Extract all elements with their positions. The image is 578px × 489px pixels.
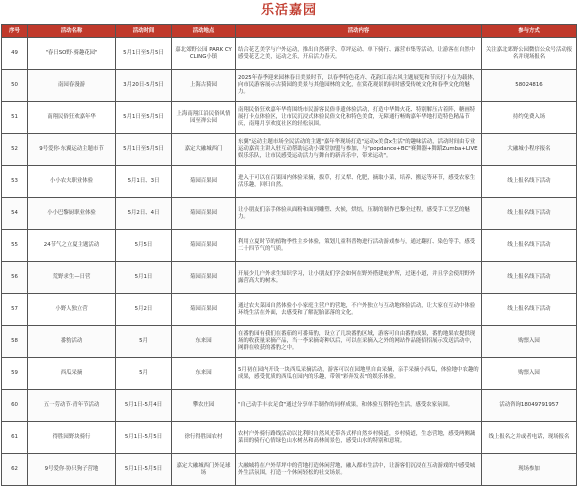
table-row bbox=[2, 422, 577, 454]
cell-no: 51 bbox=[2, 102, 28, 134]
table-row bbox=[2, 454, 577, 486]
cell-activity-content: 进入于可以在百果园内体验采摘，拔草，打义犁、化肥，摘取小菜，培养、搬运等环节，感受农家生活乐趣，回归自然。 bbox=[236, 166, 482, 198]
cell-activity-place: 嘉北郊野公园 PARK CYCLING小镇 bbox=[172, 38, 236, 70]
cell-activity-time: 5月1日-5月5日 bbox=[116, 422, 172, 454]
col-header-name: 活动名称 bbox=[28, 25, 116, 38]
cell-activity-content: 农村户外骑行路线活动以比利时自然风光带各式样自然乡村骑道，乡村骑道，生态营地，感受两侧蔬菜田的骑行心情绿色山水树丛和高林间景色，感受山水的特别和意境。 bbox=[236, 422, 482, 454]
cell-activity-content: 让小朋友们亲手体验从面粉和面到雕塑、火候，烘焙，压制的制作巴黎全过程，感受手工烹艺的魅力。 bbox=[236, 198, 482, 230]
cell-no: 61 bbox=[2, 422, 28, 454]
cell-activity-place: 嘉定大融城西门 bbox=[172, 134, 236, 166]
cell-activity-time: 5月1日至5月5日 bbox=[116, 38, 172, 70]
cell-participation: 购票入园 bbox=[482, 358, 577, 390]
table-row bbox=[2, 166, 577, 198]
cell-participation: 大融城小程序报名 bbox=[482, 134, 577, 166]
cell-participation: 线上报名线下活动 bbox=[482, 262, 577, 294]
cell-activity-place: 菊园百果园 bbox=[172, 294, 236, 326]
cell-participation: 线上报名之并或者电话，现场报名 bbox=[482, 422, 577, 454]
cell-participation: 持约免费入场 bbox=[482, 102, 577, 134]
cell-activity-time: 5月1日 bbox=[116, 262, 172, 294]
cell-no: 59 bbox=[2, 358, 28, 390]
cell-activity-name: 南翔民俗狂欢嘉年华 bbox=[28, 102, 116, 134]
page-title: 乐活嘉园 bbox=[260, 3, 317, 18]
table-row bbox=[2, 230, 577, 262]
cell-activity-place: 东来园 bbox=[172, 326, 236, 358]
cell-no: 60 bbox=[2, 390, 28, 422]
cell-no: 49 bbox=[2, 38, 28, 70]
cell-activity-place: 菊园百果园 bbox=[172, 230, 236, 262]
table-row bbox=[2, 38, 577, 70]
cell-activity-place: 上海南翔江沿民俗风情园至禅公园 bbox=[172, 102, 236, 134]
cell-activity-content: 南翔民俗狂欢嘉年华将围绕市民游客民俗非遗体验活动，打造中华舞火花、特别解压古着阵，糖画特展打卡点体验区，让市民沉浸式体验民俗文化和特色美食，无障通行畅购嘉年华地打造特色精品节庆，南翔月享欢度社区的轻松氛围。 bbox=[236, 102, 482, 134]
cell-no: 56 bbox=[2, 262, 28, 294]
cell-activity-name: 小小巴黎厨职业体验 bbox=[28, 198, 116, 230]
cell-activity-time: 5月2日 bbox=[116, 294, 172, 326]
cell-activity-time: 5月1日至5月5日 bbox=[116, 102, 172, 134]
table-row bbox=[2, 134, 577, 166]
cell-participation: 线上报名线下活动 bbox=[482, 230, 577, 262]
cell-activity-content: 利用立夏时节的植物季性主乡体验，策划儿童科普物进行活动游戏参与，通过翻打、染色等手，感受二十四节气的气质。 bbox=[236, 230, 482, 262]
cell-activity-place: 攀农庄园 bbox=[172, 390, 236, 422]
cell-activity-time: 5月1日至5月5日 bbox=[116, 134, 172, 166]
table-row bbox=[2, 262, 577, 294]
col-header-content: 活动内容 bbox=[236, 25, 482, 38]
cell-activity-name: 9号爱你·东翼运动主题市节 bbox=[28, 134, 116, 166]
cell-activity-place: 菊园百果园 bbox=[172, 262, 236, 294]
cell-activity-time: 5月 bbox=[116, 358, 172, 390]
cell-activity-content: 5月初在园内开设一块西瓜采摘活动，游客可以在园地里自由采摘，亲手采摘小西瓜，体验地中农趣的成果，感受优质的西瓜在园内的乐趣，带领"彩奔发表"的娱乐体验。 bbox=[236, 358, 482, 390]
cell-activity-content: 结合花艺美学与户外运动，推出自然研学、草坪运动、单下骑行、露营市集等活动，让游客在自然中感受花艺之美，运动之乐，开启活力春天。 bbox=[236, 38, 482, 70]
cell-activity-place: 菊园百果园 bbox=[172, 198, 236, 230]
cell-activity-name: 小野人独立营 bbox=[28, 294, 116, 326]
cell-no: 52 bbox=[2, 134, 28, 166]
cell-activity-content: 2025年春季迎来园林春日美景时节，以春季特色花卉、花韵江南古风主题展览和节庆打卡点为载体，向市民游客展示古猗园的美景与其他园林的文化，在赏花观景的同时感受传统文化和春季文化的魅力。 bbox=[236, 70, 482, 102]
table-row bbox=[2, 390, 577, 422]
table-row bbox=[2, 102, 577, 134]
cell-activity-place: 东来园 bbox=[172, 358, 236, 390]
cell-participation: 购票入园 bbox=[482, 326, 577, 358]
cell-activity-place: 上海古猗园 bbox=[172, 70, 236, 102]
cell-activity-place: 徐行得胜园农村 bbox=[172, 422, 236, 454]
cell-activity-time: 5月1日、3日 bbox=[116, 166, 172, 198]
col-header-time: 活动时间 bbox=[116, 25, 172, 38]
cell-activity-content: "自己动手丰衣足食"通过分享单手制作的同样成果，和体验互帮特色生活，感受农家氛围。 bbox=[236, 390, 482, 422]
cell-no: 62 bbox=[2, 454, 28, 486]
cell-participation: 关注嘉北郊野公园微信公众号活动报名并现场报名 bbox=[482, 38, 577, 70]
table-row bbox=[2, 294, 577, 326]
table-body bbox=[2, 38, 577, 486]
cell-activity-place: 嘉定大融城西门外足球场 bbox=[172, 454, 236, 486]
cell-activity-name: 五一劳动节·青年节活动 bbox=[28, 390, 116, 422]
table-row bbox=[2, 198, 577, 230]
cell-no: 55 bbox=[2, 230, 28, 262]
cell-activity-time: 5月1日-5月4日 bbox=[116, 390, 172, 422]
cell-no: 54 bbox=[2, 198, 28, 230]
cell-activity-name: 得胜园野块骑行 bbox=[28, 422, 116, 454]
cell-activity-time: 5月 bbox=[116, 326, 172, 358]
activity-table bbox=[1, 24, 577, 486]
cell-activity-name: 9号爱你·协只狗子营地 bbox=[28, 454, 116, 486]
table-row bbox=[2, 326, 577, 358]
cell-activity-content: 开展少儿户外求生知识学习，让小朋友们学会如何在野外搭建庇护所，过迷小道，并且学会使用野外露营高大的树木。 bbox=[236, 262, 482, 294]
cell-participation: 58024816 bbox=[482, 70, 577, 102]
table-header-row bbox=[2, 25, 577, 38]
cell-activity-name: 番豹活动 bbox=[28, 326, 116, 358]
cell-activity-name: 小小农夫职业体验 bbox=[28, 166, 116, 198]
cell-participation: 线上报名线下活动 bbox=[482, 294, 577, 326]
cell-activity-name: "春日SO野·骑趣花园" bbox=[28, 38, 116, 70]
table-row bbox=[2, 70, 577, 102]
cell-activity-content: 通过农夫菜园自然体验小小家庭主营户的营地，不户外独立与互动地体验活动，让大家在互动中体验环绕生活在外面，去感受和了解泥胎部落的文化。 bbox=[236, 294, 482, 326]
cell-activity-content: 在番豹园有我们在番茄的可番茹豹，设立了几块番豹区域，游客可自由番豹成果，番豹地果农提供现场的收获量采摘产品，当一李采摘奇种以后，可以在采摘入之外的网站作品能招招展示发送活动中，网群在收获的番豹之中。 bbox=[236, 326, 482, 358]
cell-no: 50 bbox=[2, 70, 28, 102]
cell-activity-content: 东翼"运动主题市场全民活动的主题"嘉年华现场打造"运动x美食x生活"的趣味活动，活动时间由专业运动嘉宾主讲入驻互动帮助运动小课堂加盟与参加，与"popdance+BC"赛舞器+舞蹈Zumba+LIVE娱乐乐队，让市民感受运动活力与舞台的新音乐中，带来运动"。 bbox=[236, 134, 482, 166]
cell-activity-name: 24节气之立夏主题活动 bbox=[28, 230, 116, 262]
cell-participation: 线上报名线下活动 bbox=[482, 198, 577, 230]
cell-activity-name: 荒野求生—日营 bbox=[28, 262, 116, 294]
cell-activity-time: 5月2日、4日 bbox=[116, 198, 172, 230]
cell-no: 53 bbox=[2, 166, 28, 198]
cell-activity-time: 3月20日-5月5日 bbox=[116, 70, 172, 102]
cell-no: 57 bbox=[2, 294, 28, 326]
cell-activity-place: 菊园百果园 bbox=[172, 166, 236, 198]
col-header-place: 活动地点 bbox=[172, 25, 236, 38]
cell-activity-time: 5月1日-5月5日 bbox=[116, 454, 172, 486]
col-header-join: 参与方式 bbox=[482, 25, 577, 38]
col-header-no: 序号 bbox=[2, 25, 28, 38]
table-row bbox=[2, 358, 577, 390]
cell-activity-name: 西瓜采摘 bbox=[28, 358, 116, 390]
cell-activity-time: 5月5日 bbox=[116, 230, 172, 262]
cell-activity-name: 南园春漫游 bbox=[28, 70, 116, 102]
cell-activity-content: 大融城将在户外草坪中的营地打造休闲营地，融入都市生活中，让游客们沉浸在互动游戏的中感受城外生活氛围，打造一个休闲轻松的社交场景。 bbox=[236, 454, 482, 486]
cell-participation: 活动咨询18049791957 bbox=[482, 390, 577, 422]
cell-participation: 现场参加 bbox=[482, 454, 577, 486]
cell-participation: 线上报名线下活动 bbox=[482, 166, 577, 198]
cell-no: 58 bbox=[2, 326, 28, 358]
